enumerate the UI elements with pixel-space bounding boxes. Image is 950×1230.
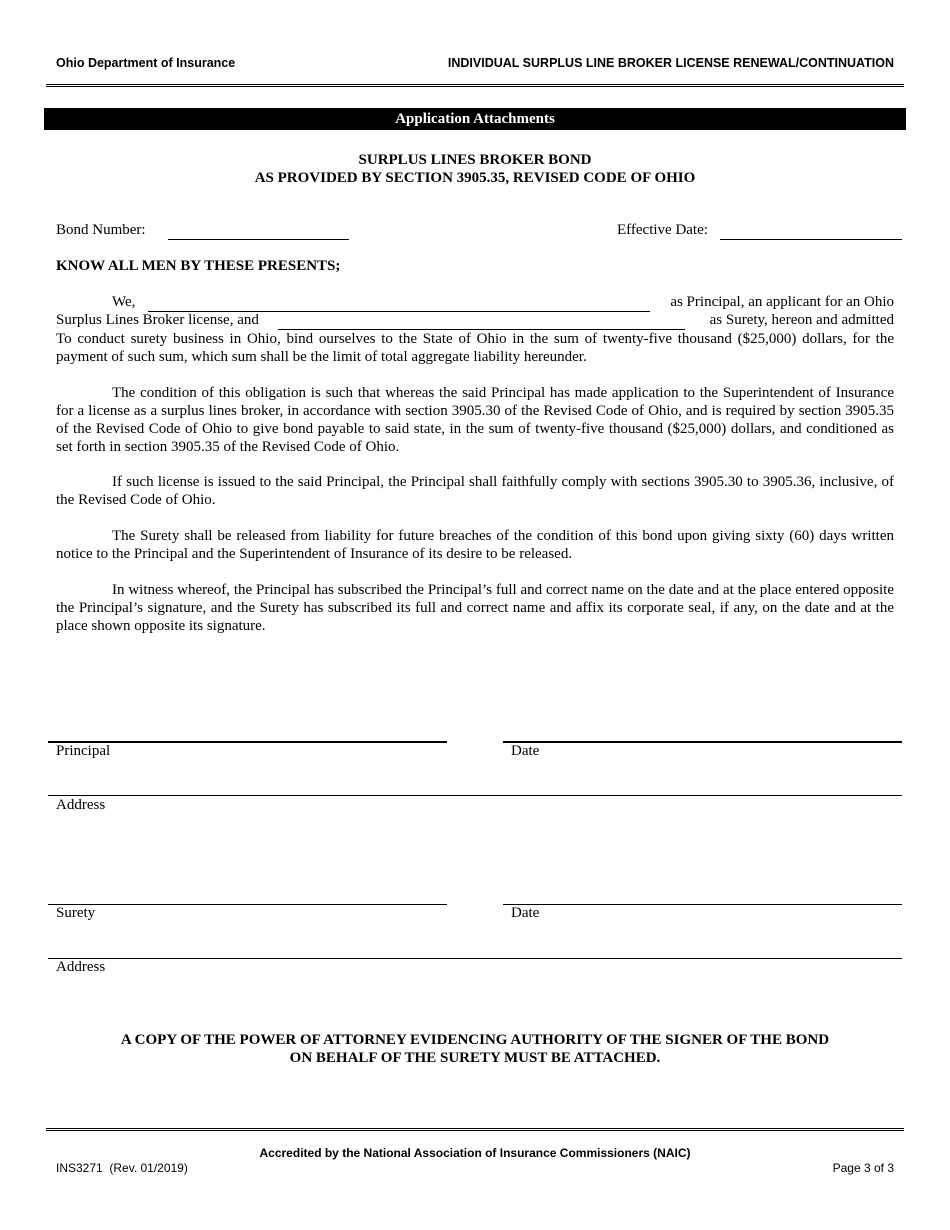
bond-number-label: Bond Number: bbox=[56, 222, 146, 238]
power-of-attorney-notice: A COPY OF THE POWER OF ATTORNEY EVIDENCING AUTHORITY OF THE SIGNER OF THE BOND bbox=[120, 1032, 830, 1048]
bond-subtitle: AS PROVIDED BY SECTION 3905.35, REVISED CODE OF OHIO bbox=[254, 170, 696, 186]
surety-address-label: Address bbox=[56, 959, 106, 975]
header-divider bbox=[46, 84, 904, 87]
section-bar: Application Attachments bbox=[44, 108, 906, 130]
bond-number-field[interactable] bbox=[168, 239, 349, 240]
surety-signature-line[interactable] bbox=[48, 904, 447, 905]
principal-date-label: Date bbox=[511, 743, 540, 759]
power-of-attorney-notice-line2: ON BEHALF OF THE SURETY MUST BE ATTACHED. bbox=[289, 1050, 661, 1066]
as-surety-text: as Surety, hereon and admitted bbox=[709, 312, 894, 328]
license-issued-paragraph: If such license is issued to the said Principal, the Principal shall faithfully comply with sections 3905.30 to 3905.36, inclusive, of the Revised Code of Ohio. bbox=[56, 474, 894, 508]
license-text: Surplus Lines Broker license, and bbox=[56, 312, 259, 328]
we-label: We, bbox=[112, 294, 136, 310]
surety-release-paragraph: The Surety shall be released from liability for future breaches of the condition of this bond upon giving sixty (60) days written notice to the Principal and the Superintendent of Insurance of its desire to be released. bbox=[56, 528, 894, 562]
page-number: Page 3 of 3 bbox=[832, 1161, 894, 1175]
principal-date-line[interactable] bbox=[503, 741, 902, 743]
header-agency: Ohio Department of Insurance bbox=[56, 56, 236, 70]
principal-address-line[interactable] bbox=[48, 795, 902, 796]
effective-date-field[interactable] bbox=[720, 239, 902, 240]
naic-accreditation: Accredited by the National Association of Insurance Commissioners (NAIC) bbox=[259, 1146, 691, 1160]
form-id: INS3271 (Rev. 01/2019) bbox=[56, 1161, 188, 1175]
witness-paragraph: In witness whereof, the Principal has subscribed the Principal’s full and correct name on the date and at the place entered opposite the Principal’s signature, and the Surety has subscribed its full and correct name and affix its corporate seal, if any, on the date and at the place shown opposite its signature. bbox=[56, 582, 894, 634]
surety-address-line[interactable] bbox=[48, 958, 902, 959]
know-all-men-heading: KNOW ALL MEN BY THESE PRESENTS; bbox=[56, 258, 341, 274]
principal-address-label: Address bbox=[56, 797, 106, 813]
surety-label: Surety bbox=[56, 905, 96, 921]
principal-label: Principal bbox=[56, 743, 111, 759]
footer-divider bbox=[46, 1128, 904, 1131]
bond-sum-paragraph: To conduct surety business in Ohio, bind ourselves to the State of Ohio in the sum of twenty-five thousand ($25,000) dollars, for the payment of such sum, which sum shall be the limit of total aggregate liability hereunder. bbox=[56, 331, 894, 365]
surety-date-label: Date bbox=[511, 905, 540, 921]
as-principal-text: as Principal, an applicant for an Ohio bbox=[670, 294, 894, 310]
surety-date-line[interactable] bbox=[503, 904, 902, 905]
effective-date-label: Effective Date: bbox=[617, 222, 708, 238]
condition-paragraph: The condition of this obligation is such that whereas the said Principal has made application to the Superintendent of Insurance for a license as a surplus lines broker, in accordance with section 3905.30 of the Revised Code of Ohio, and is required by section 3905.35 of the Revised Code of Ohio to give bond payable to said state, in the sum of twenty-five thousand ($25,000) dollars, and conditioned as set forth in section 3905.35 of the Revised Code of Ohio. bbox=[56, 385, 894, 455]
bond-title: SURPLUS LINES BROKER BOND bbox=[358, 152, 592, 168]
header-form-title: INDIVIDUAL SURPLUS LINE BROKER LICENSE RENEWAL/CONTINUATION bbox=[447, 56, 894, 70]
